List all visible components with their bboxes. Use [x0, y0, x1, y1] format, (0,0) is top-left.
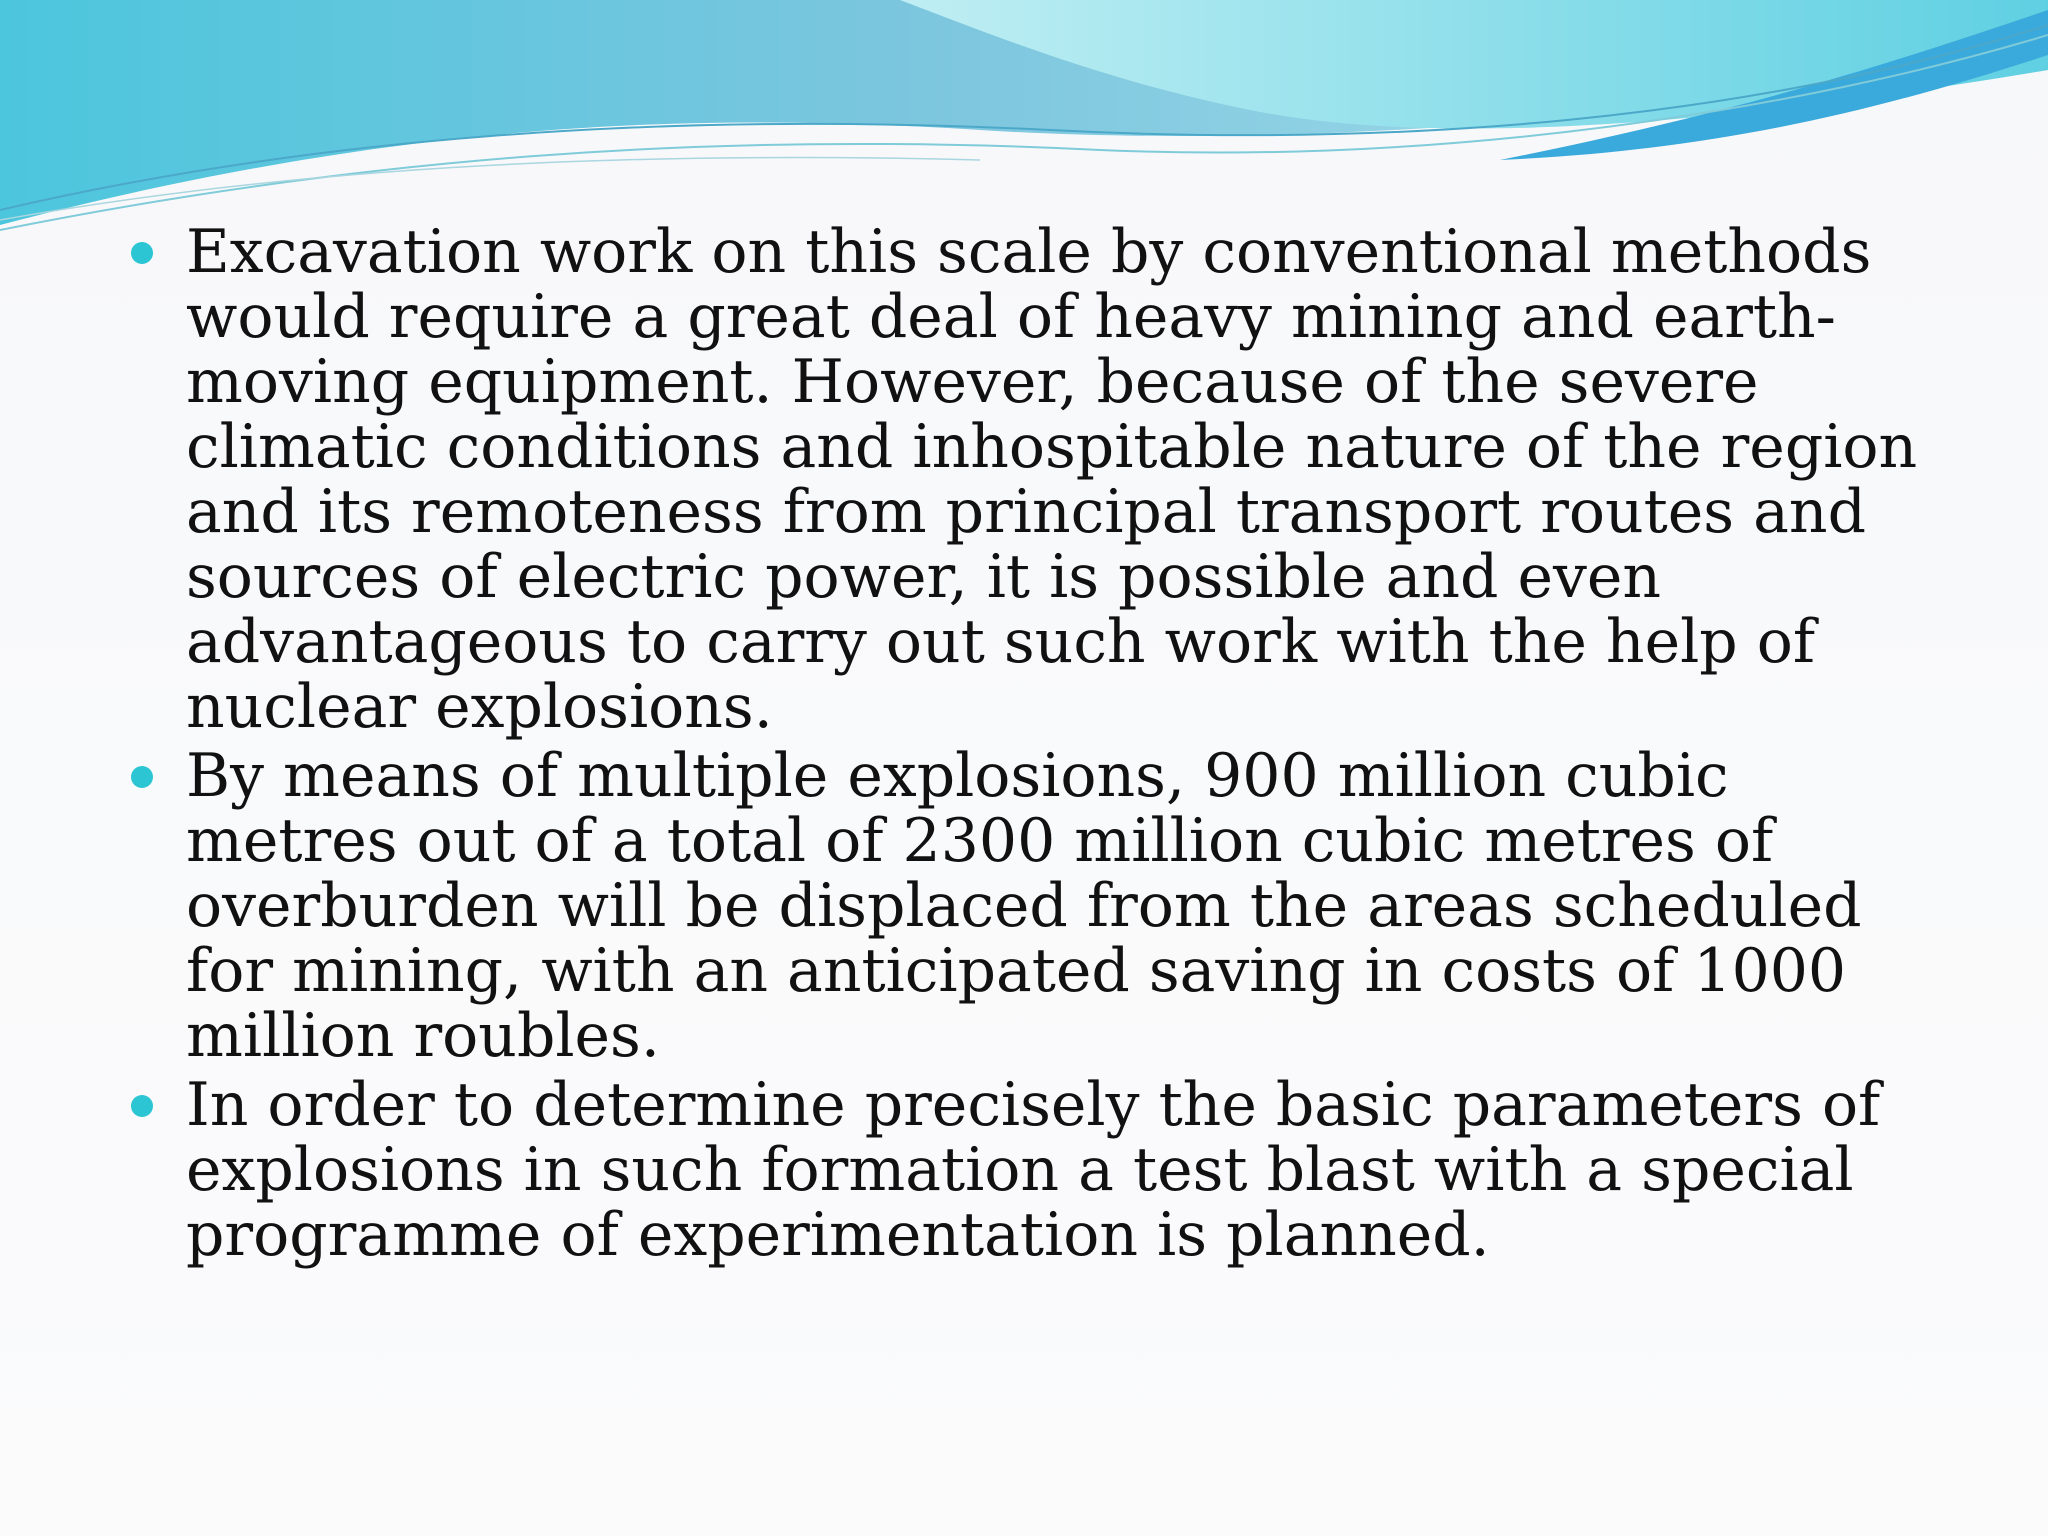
bullet-dot-icon [131, 242, 153, 264]
bullet-dot-icon [131, 1095, 153, 1117]
bullet-text: Excavation work on this scale by conventional methods would require a great deal of heavy mining and earth-moving equipment. However, because of the severe climatic conditions and inhospitable nature of the region and its remoteness from principal transport routes and sources of electric power, it is possible and even advantageous to carry out such work with the help of nuclear explosions. [186, 217, 1918, 742]
bullet-list-container [128, 217, 1928, 1272]
bullet-list [128, 217, 1928, 1270]
bullet-item [128, 217, 1928, 742]
bullet-text: By means of multiple explosions, 900 million cubic metres out of a total of 2300 million cubic metres of overburden will be displaced from the areas scheduled for mining, with an anticipated saving in costs of 1000 million roubles. [186, 741, 1862, 1071]
bullet-text: In order to determine precisely the basic parameters of explosions in such formation a test blast with a special programme of experimentation is planned. [186, 1070, 1881, 1270]
bullet-item [128, 741, 1928, 1071]
bullet-dot-icon [131, 766, 153, 788]
bullet-item [128, 1070, 1928, 1270]
